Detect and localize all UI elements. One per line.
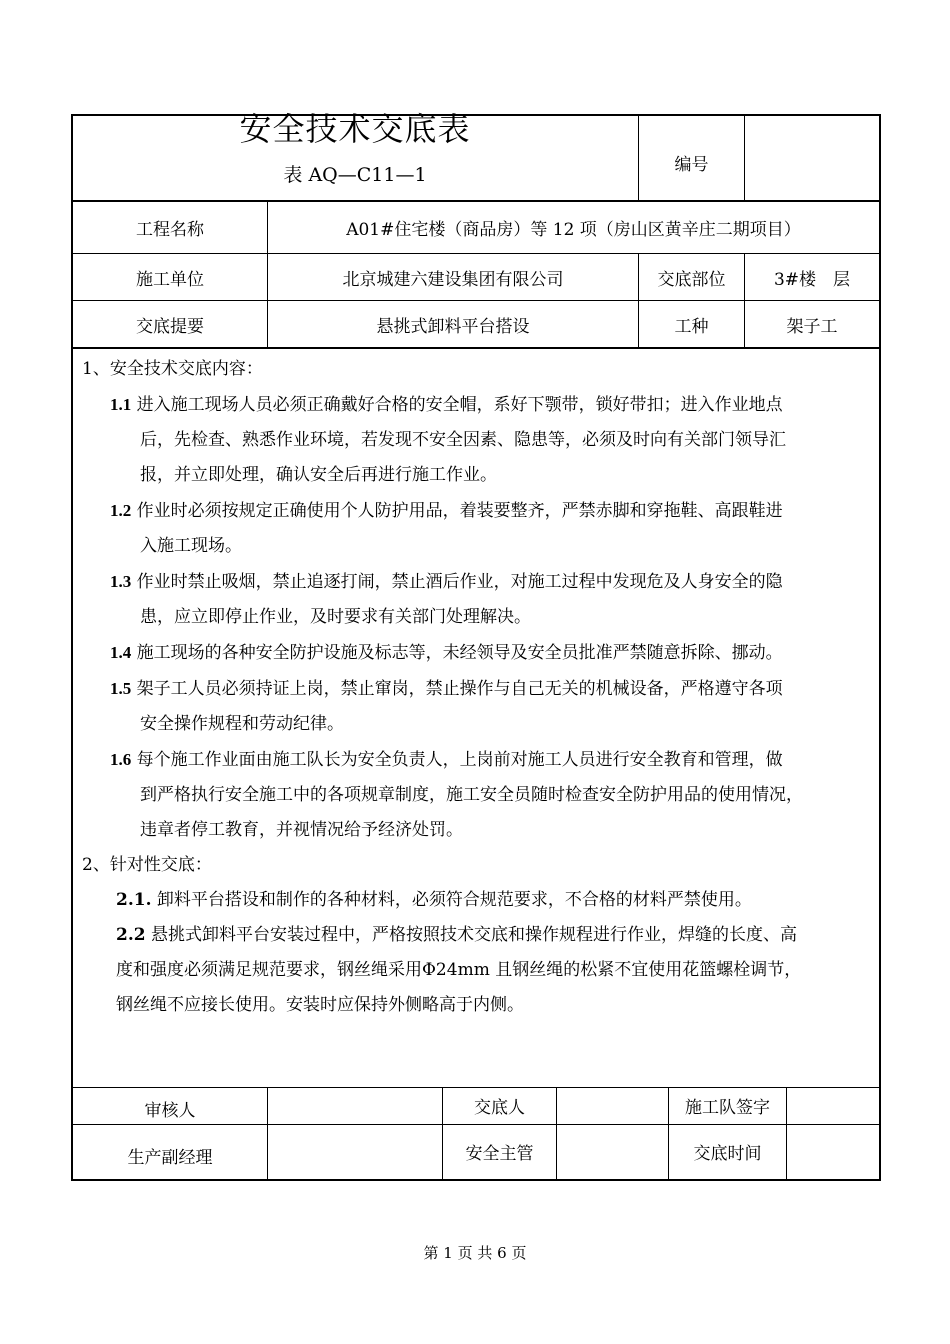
item-line: 悬挑式卸料平台安装过程中，严格按照技术交底和操作规程进行作业，焊缝的长度、高: [150, 925, 797, 945]
section-heading: 2、针对性交底：: [82, 855, 212, 875]
deputy-manager-label: 生产副经理: [127, 1147, 213, 1168]
item-line: 到严格执行安全施工中的各项规章制度，施工安全员随时检查安全防护用品的使用情况，: [140, 785, 803, 805]
item-number: 1.5: [110, 679, 132, 698]
item-line: 作业时必须按规定正确使用个人防护用品，着装要整齐，严禁赤脚和穿拖鞋、高跟鞋进: [136, 501, 783, 521]
item-line: 施工现场的各种安全防护设施及标志等，未经领导及安全员批准严禁随意拆除、挪动。: [136, 643, 783, 663]
safety-supervisor-label: 安全主管: [465, 1143, 534, 1164]
trade-value: 架子工: [786, 316, 838, 337]
team-sign-label: 施工队签字: [685, 1097, 770, 1118]
content-item: [82, 671, 872, 742]
deputy-manager-field[interactable]: [268, 1125, 442, 1179]
item-line: 架子工人员必须持证上岗，禁止窜岗，禁止操作与自己无关的机械设备，严格遵守各项: [136, 679, 783, 699]
section-heading: 1、安全技术交底内容：: [82, 359, 263, 379]
item-line: 后，先检查、熟悉作业环境，若发现不安全因素、隐患等，必须及时向有关部门领导汇: [140, 430, 786, 450]
content-item: [82, 635, 872, 671]
team-sign-field[interactable]: [787, 1088, 879, 1124]
content-item: [82, 387, 872, 493]
item-line: 患，应立即停止作业，及时要求有关部门处理解决。: [140, 607, 531, 627]
item-line: 报，并立即处理，确认安全后再进行施工作业。: [140, 465, 497, 485]
item-line: 卸料平台搭设和制作的各种材料，必须符合规范要求，不合格的材料严禁使用。: [156, 890, 752, 910]
content-item: [82, 883, 872, 918]
item-line: 作业时禁止吸烟，禁止追逐打闹，禁止酒后作业，对施工过程中发现危及人身安全的隐: [136, 572, 783, 592]
header-divider-2: [744, 114, 745, 200]
reviewer-field[interactable]: [268, 1088, 442, 1124]
content-item: [82, 493, 872, 564]
disclose-time-field[interactable]: [787, 1125, 879, 1179]
discloser-field[interactable]: [557, 1088, 668, 1124]
safety-supervisor-field[interactable]: [557, 1125, 668, 1179]
construction-unit-value: 北京城建六建设集团有限公司: [342, 269, 564, 290]
table-border-bottom: [71, 1179, 881, 1181]
form-code: 表 AQ—C11—1: [283, 164, 427, 186]
discloser-label: 交底人: [474, 1097, 525, 1118]
disclosure-content: [82, 352, 872, 1023]
table-border-right: [879, 114, 881, 1181]
item-number: 1.6: [110, 750, 132, 769]
content-item: [82, 564, 872, 635]
item-line: 违章者停工教育，并视情况给予经济处罚。: [140, 820, 463, 840]
item-line: 安全操作规程和劳动纪律。: [140, 714, 344, 734]
project-name-value: A01#住宅楼（商品房）等 12 项（房山区黄辛庄二期项目）: [346, 220, 801, 240]
number-label: 编号: [674, 154, 709, 175]
item-number: 2.1.: [116, 890, 152, 910]
disclosure-part-label: 交底部位: [657, 269, 726, 290]
page-number: 第 1 页 共 6 页: [423, 1244, 527, 1262]
item-line: 入施工现场。: [140, 536, 242, 556]
disclose-time-label: 交底时间: [693, 1143, 762, 1164]
reviewer-label: 审核人: [144, 1100, 196, 1121]
number-value[interactable]: [746, 142, 879, 182]
item-number: 1.2: [110, 501, 132, 520]
item-line: 度和强度必须满足规范要求，钢丝绳采用Φ24mm 且钢丝绳的松紧不宜使用花篮螺栓调节，: [116, 960, 802, 980]
info-row-line-3: [71, 347, 881, 349]
project-name-label: 工程名称: [136, 220, 204, 240]
disclosure-part-value: 3#楼 层: [773, 269, 851, 290]
construction-unit-label: 施工单位: [136, 269, 204, 290]
item-number: 1.4: [110, 643, 132, 662]
item-line: 钢丝绳不应接长使用。安装时应保持外侧略高于内侧。: [116, 995, 524, 1015]
item-number: 1.1: [110, 395, 132, 414]
content-item: [82, 742, 872, 848]
disclosure-summary-label: 交底提要: [136, 316, 204, 337]
item-number: 2.2: [116, 925, 146, 945]
document-title: 安全技术交底表: [239, 110, 471, 148]
disclosure-summary-value: 悬挑式卸料平台搭设: [376, 316, 530, 337]
item-line: 进入施工现场人员必须正确戴好合格的安全帽，系好下颚带，锁好带扣；进入作业地点: [136, 395, 783, 415]
content-item: [82, 918, 872, 1023]
item-number: 1.3: [110, 572, 132, 591]
item-line: 每个施工作业面由施工队长为安全负责人，上岗前对施工人员进行安全教育和管理，做: [136, 750, 783, 770]
trade-label: 工种: [674, 316, 709, 337]
